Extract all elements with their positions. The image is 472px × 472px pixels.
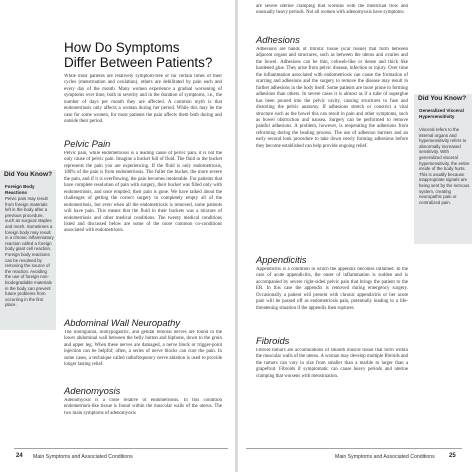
section-text-appendicitis: Appendicitis is a condition in which the appendix becomes inflamed. In the case of acute appendicitis, the onset of inflammation is sudden and is accompanied by severe right-sided pelvic pain that brings the patient to the ER. In this case the appendix is removed during emergency surgery. Occasionally a patient will present with chronic appendicitis or her acute pain will be passed off as endometriosis pain, potentially leading to a life-threatening situation if the appendix then ruptures. bbox=[256, 267, 408, 311]
footer-running-head-right: Main Symptoms and Associated Conditions bbox=[335, 454, 435, 460]
sidebar-body: Visceral refers to the internal organs and hypersensitivity refers to abnormally increased sensitivity. With generalized visceral hypersensitivity, the entire inside of the body hurts. This is usually because inappropriate signals are being sent by the nervous system, creating neuropathic pain or centralized pain. bbox=[419, 127, 470, 205]
section-heading-appendicitis: Appendicitis bbox=[256, 254, 307, 265]
section-text-adhesions: Adhesions are bands of fibrotic tissue (scar tissue) that form between adjacent organs and structures, such as between the uterus and ovaries and the bowel. Adhesions can be thin, cobweb-like or dense and thick like hardened glue. They arise from pelvic disease, infection or injury. Over time the inflammation associated with endometriosis can cause the formation of scarring and adhesions and the surgery to remove the disease may result in further adhesions in the body itself. Some patients are more prone to forming adhesions than others. In severe cases it is almost as if a tube of superglue has been poured into the pelvic cavity, causing structures to fuse and distorting the pelvic anatomy. If adhesions stretch or constrict a vital structure such as the bowel this can result in pain and other symptoms, such as bowel obstruction and nausea. Surgery can be performed to remove painful adhesions. A problem, however, is reoperating the adhesions from reforming during the healing process. The use of adhesion barriers and an early second look procedure to take down newly forming adhesions before they become established can help provide ongoing relief. bbox=[256, 47, 408, 149]
page-gutter bbox=[235, 0, 238, 472]
section-heading-adhesions: Adhesions bbox=[256, 34, 300, 45]
page-title-line2: Differ Between Patients? bbox=[64, 55, 213, 70]
section-heading-abdominal-wall: Abdominal Wall Neuropathy bbox=[64, 317, 181, 328]
sidebar-subtitle: Foreign Body Reactions bbox=[5, 184, 35, 195]
did-you-know-sidebar-right bbox=[414, 94, 472, 244]
footer-rule-right bbox=[246, 448, 462, 449]
sidebar-subtitle: Generalized Visceral Hypersensitivity bbox=[419, 108, 464, 119]
section-heading-fibroids: Fibroids bbox=[256, 335, 290, 346]
section-text-adenomyosis: Adenomyosis is a close relative of endometriosis. In this condition endometrium-like tissue is found within the muscular walls of the uterus. The two main symptoms of adenomyosis bbox=[64, 398, 222, 416]
page-title-line1: How Do Symptoms bbox=[64, 40, 180, 55]
section-text-abdominal-wall: The ilioinguinal, iliohypogastric, and genital femoral nerves are found in the lower abdominal wall between the belly button and hipbone, down to the groin and upper leg. When these nerves are damaged, a nerve block or trigger-point injection can be helpful; often, a series of nerve blocks can cure the pain. In some cases, a technique called radiofrequency nerve ablation is used to provide longer lasting relief. bbox=[64, 330, 222, 368]
continuation-paragraph: are severe uterine cramping that worsens with the menstrual flow and unusually heavy periods. Not all women with adenomyosis have symptoms. bbox=[256, 4, 408, 16]
section-heading-adenomyosis: Adenomyosis bbox=[64, 385, 121, 396]
footer-rule-left bbox=[14, 448, 228, 449]
page-number-right: 25 bbox=[449, 453, 456, 459]
did-you-know-sidebar-left bbox=[0, 170, 56, 330]
section-text-pelvic-pain: Pelvic pain, while endometriosis is a leading cause of pelvic pain, it is not the only cause of pelvic pain. Imagine a bucket full of fluid. The fluid in the bucket represents the pain you are experiencing. If the fluid is only endometriosis, 100% of the pain is from endometriosis. The fuller the bucket, the more severe the pain, and if it is overflowing, the pain becomes intolerable. For patients that have complete resolution of pain with surgery, their bucket was filled only with endometriosis, and once emptied, their pain is gone. We have talked about the challenges of getting the correct surgery to completely empty all of the endometriosis, but even when all the endometriosis is removed, some patients will have pain. This means that the fluid in their buckets was a mixture of endometriosis and other medical conditions. The twenty medical conditions listed and discussed below are some of the more common co-conditions associated with endometriosis. bbox=[64, 151, 222, 234]
sidebar-body: Pelvic pain may result from foreign materials left in the body after a previous procedure, such as surgical staples and mesh. Sometimes a foreign body may result in a chronic inflammatory reaction called a foreign body giant cell reaction. Foreign body reactions can be resolved by removing the source of the reaction. Avoiding the use of foreign non-biodegradable materials in the body can prevent future problems from occurring in the first place. bbox=[5, 196, 54, 308]
section-heading-pelvic-pain: Pelvic Pain bbox=[64, 138, 111, 149]
section-text-fibroids: Fibroid tumors are accumulations of smooth muscle tissue that form within the muscular walls of the uterus. A woman may develop multiple fibroids and the tumors can vary in size from smaller than a marble to larger than a grapefruit. Fibroids if symptomatic can cause heavy periods and uterine cramping that worsens with menstruation. bbox=[256, 348, 408, 379]
page-number-left: 24 bbox=[16, 453, 23, 459]
sidebar-title: Did You Know? bbox=[0, 170, 56, 180]
footer-running-head-left: Main Symptoms and Associated Conditions bbox=[33, 454, 133, 460]
intro-paragraph: While most patients are relatively symptom-free or for certain times of their cycles (menstruation and ovulation), others are debilitated by pain each and every day of the month. Many women experience a gradual worsening of symptoms over time, both in severity and in the duration of symptoms, i.e., the number of days per month they are affected. A common myth is that endometriosis only affects a woman during her period. While this may be the case for some women, for most patients the pain affects them both during and outside their period. bbox=[64, 74, 222, 125]
sidebar-title: Did You Know? bbox=[414, 94, 472, 104]
